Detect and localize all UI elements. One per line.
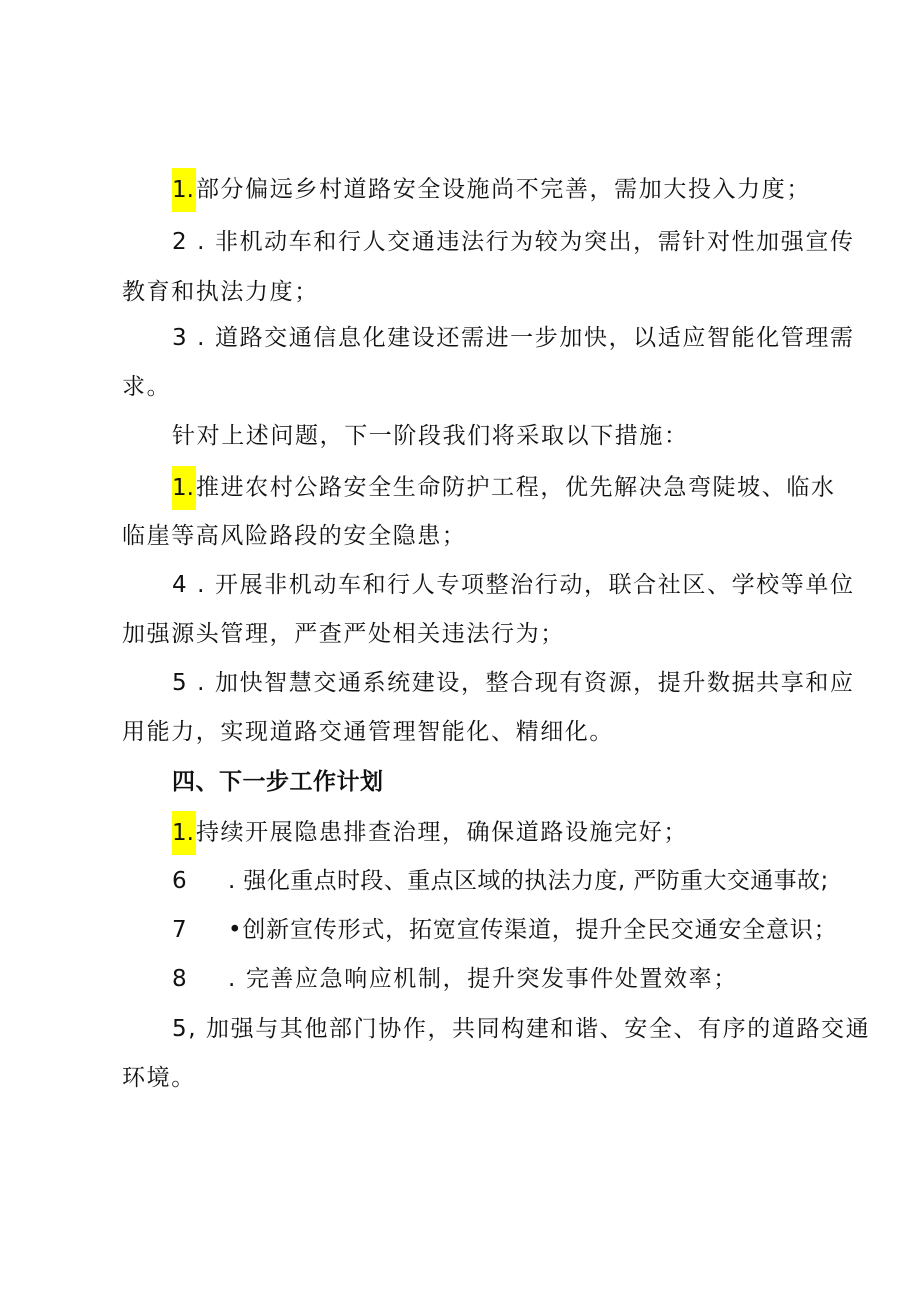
- list-item-text: 部分偏远乡村道路安全设施尚不完善，需加大投入力度；: [195, 176, 811, 203]
- highlight-number: 1.: [172, 466, 196, 510]
- plan-item-6: [172, 861, 829, 901]
- plan-item-7: [172, 910, 838, 950]
- plan-item-text: . 强化重点时段、重点区域的执法力度, 严防重大交通事故;: [228, 868, 829, 894]
- plan-item-number: 8: [172, 966, 187, 992]
- section-heading: 四、下一步工作计划: [172, 769, 384, 795]
- measure-item-5-line-2: 用能力，实现道路交通管理智能化、精细化。: [122, 719, 614, 745]
- paragraph-intro: 针对上述问题，下一阶段我们将采取以下措施：: [172, 423, 689, 449]
- plan-item-5-line-1: 5, 加强与其他部门协作，共同构建和谐、安全、有序的道路交通: [172, 1016, 871, 1042]
- highlight-number: 1.: [172, 811, 196, 855]
- plan-item-1: [172, 811, 812, 851]
- plan-item-number: 6: [172, 868, 187, 894]
- highlight-number: 1.: [172, 168, 196, 212]
- plan-item-8: [172, 959, 812, 999]
- measure-item-1-line-2: 临崖等高风险路段的安全隐患；: [122, 523, 467, 549]
- list-item-1: [172, 168, 812, 208]
- list-item-3-line-2: 求。: [122, 374, 172, 400]
- measure-item-5-line-1: 5 . 加快智慧交通系统建设，整合现有资源，提升数据共享和应: [172, 670, 855, 696]
- list-item-2-line-2: 教育和执法力度；: [122, 279, 319, 305]
- list-item-3-line-1: 3 . 道路交通信息化建设还需进一步加快，以适应智能化管理需: [172, 325, 855, 351]
- measure-item-1-line-1: [172, 466, 836, 506]
- measure-item-text: 推进农村公路安全生命防护工程，优先解决急弯陡坡、临水: [195, 474, 836, 501]
- plan-item-number: 7: [172, 917, 187, 943]
- measure-item-4-line-1: 4 . 开展非机动车和行人专项整治行动，联合社区、学校等单位: [172, 572, 855, 598]
- list-item-2-line-1: 2 . 非机动车和行人交通违法行为较为突出，需针对性加强宣传: [172, 229, 855, 255]
- plan-item-text: 持续开展隐患排查治理，确保道路设施完好；: [195, 819, 688, 846]
- measure-item-4-line-2: 加强源头管理，严查严处相关违法行为；: [122, 621, 565, 647]
- plan-item-text: . 完善应急响应机制，提升突发事件处置效率；: [228, 966, 738, 992]
- plan-item-5-line-2: 环境。: [122, 1065, 196, 1091]
- plan-item-text: •创新宣传形式，拓宽宣传渠道，提升全民交通安全意识；: [228, 917, 838, 943]
